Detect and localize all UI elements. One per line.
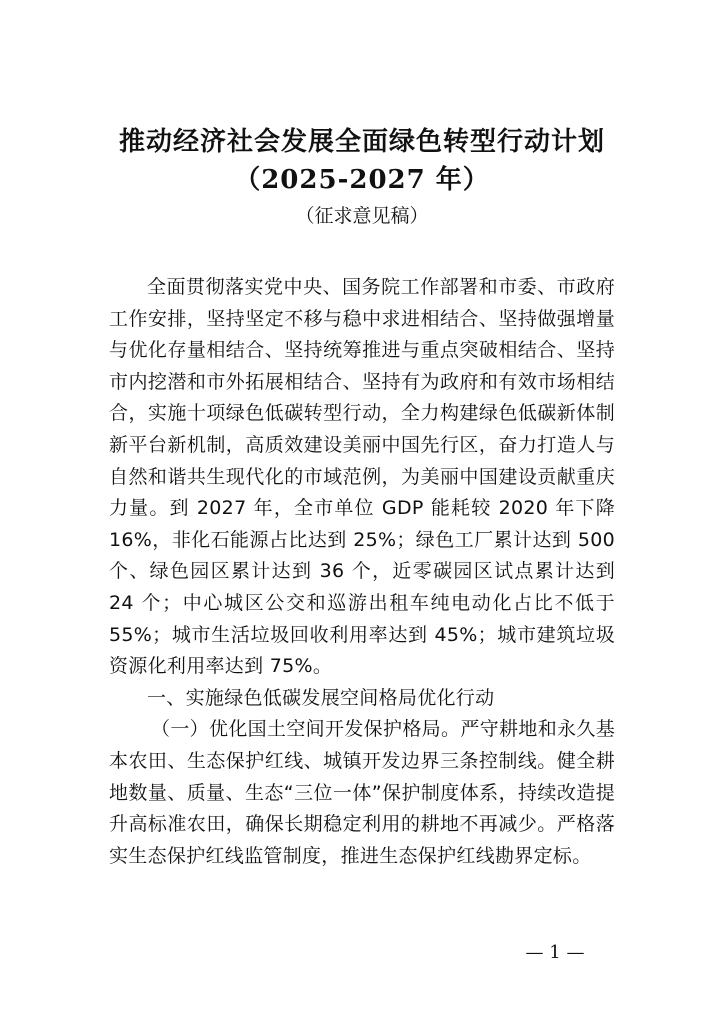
- subsection-paragraph: （一）优化国土空间开发保护格局。严守耕地和永久基本农田、生态保护红线、城镇开发边界三条控制线。健全耕地数量、质量、生态“三位一体”保护制度体系，持续改造提升高标准农田，确保长期稳定利用的耕地不再减少。严格落实生态保护红线监管制度，推进生态保护红线勘界定标。: [109, 718, 615, 867]
- document-title-years: （2025-2027 年）: [234, 165, 490, 195]
- page-number: — 1 —: [525, 942, 585, 963]
- document-title: 推动经济社会发展全面绿色转型行动计划: [118, 127, 605, 157]
- document-subtitle: （征求意见稿）: [295, 205, 429, 227]
- document-body: [109, 272, 615, 872]
- section-heading: 一、实施绿色低碳发展空间格局优化行动: [147, 686, 495, 709]
- intro-paragraph: 全面贯彻落实党中央、国务院工作部署和市委、市政府工作安排，坚持坚定不移与稳中求进相结合、坚持做强增量与优化存量相结合、坚持统筹推进与重点突破相结合、坚持市内挖潜和市外拓展相结合、坚持有为政府和有效市场相结合，实施十项绿色低碳转型行动，全力构建绿色低碳新体制新平台新机制，高质效建设美丽中国先行区，奋力打造人与自然和谐共生现代化的市域范例，为美丽中国建设贡献重庆力量。到 2027 年，全市单位 GDP 能耗较 2020 年下降 16%，非化石能源占比达到 25%；绿色工厂累计达到 500 个、绿色园区累计达到 36 个，近零碳园区试点累计达到 24 个；中心城区公交和巡游出租车纯电动化占比不低于 55%；城市生活垃圾回收利用率达到 45%；城市建筑垃圾资源化利用率达到 75%。: [109, 276, 615, 678]
